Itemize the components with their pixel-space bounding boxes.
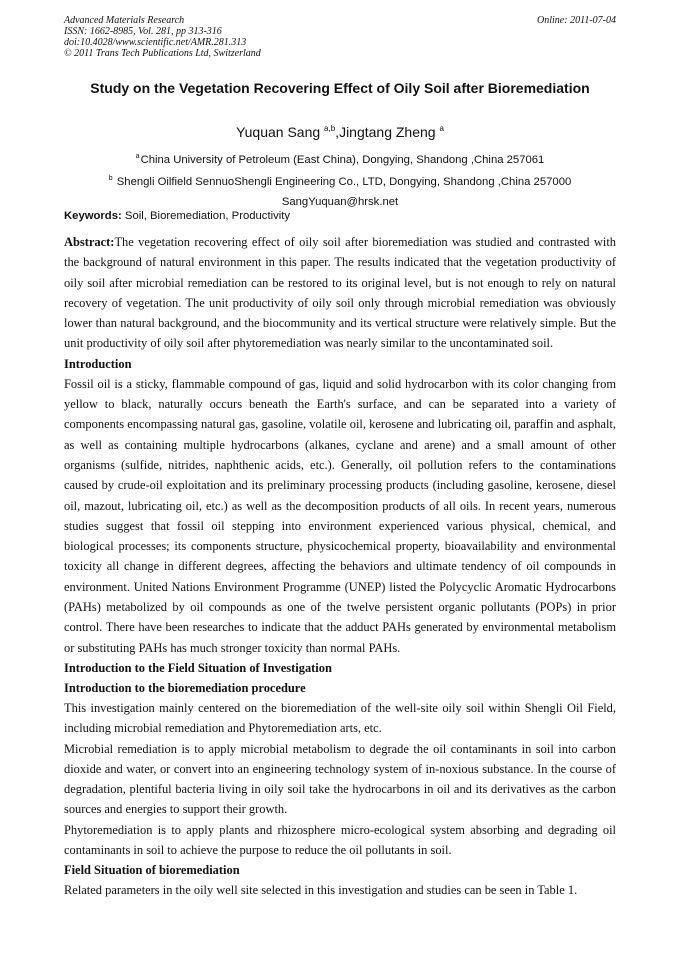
subsection-heading-field-situation-bioremediation: Field Situation of bioremediation bbox=[64, 863, 240, 878]
procedure-paragraph-3: Phytoremediation is to apply plants and rhizosphere micro-ecological system absorbing and degrading oil contaminants in soil to achieve the purpose to reduce the oil pollutants in soil. bbox=[64, 822, 616, 858]
keywords-label: Keywords: bbox=[64, 210, 122, 222]
introduction-paragraph: Fossil oil is a sticky, flammable compound of gas, liquid and solid hydrocarbon with its color changing from yellow to black, naturally occurs beneath the Earth's surface, and can be separated into a variety of components encompassing natural gas, gasoline, volatile oil, kerosene and lubricating oil, paraffin and asphalt, as well as containing multiple hydrocarbons (alkanes, cyclane and arene) and a small amount of other organisms (sulfide, nitrides, naphthenic acids, etc.). Generally, oil pollution refers to the contaminations caused by crude-oil exploitation and its preliminary processing products (including gasoline, kerosene, diesel oil, mazout, lubricating oil, etc.) as well as the decomposition products of all oils. In recent years, numerous studies suggest that fossil oil stepping into environment experienced various physical, chemical, and biological processes; its components structure, physicochemical property, bioavailability and environmental toxicity all change in different degrees, affecting the behaviors and ultimate tendency of oil compounds in environment. United Nations Environment Programme (UNEP) listed the Polycyclic Aromatic Hydrocarbons (PAHs) metabolized by oil compounds as one of the twelve persistent organic pollutants (POPs) in prior control. There have been researches to indicate that the adduct PAHs generated by environmental metabolism or substituting PAHs has much stronger toxicity than normal PAHs. bbox=[64, 376, 616, 655]
journal-header bbox=[64, 15, 616, 59]
online-date: Online: 2011-07-04 bbox=[537, 15, 616, 26]
paper-body bbox=[64, 232, 616, 901]
affiliation-b bbox=[64, 175, 616, 189]
keywords-text: Soil, Bioremediation, Productivity bbox=[124, 210, 291, 222]
journal-copyright: © 2011 Trans Tech Publications Ltd, Switzerland bbox=[64, 48, 261, 59]
author-affiliation-mark: a bbox=[439, 124, 444, 133]
author-line bbox=[64, 123, 616, 141]
section-heading-field-situation: Introduction to the Field Situation of Investigation bbox=[64, 660, 332, 675]
subsection-heading-procedure: Introduction to the bioremediation procedure bbox=[64, 680, 306, 695]
affiliation-mark: b bbox=[108, 175, 113, 182]
abstract-paragraph bbox=[64, 232, 616, 354]
affiliation-mark: a bbox=[135, 153, 140, 160]
journal-doi: doi:10.4028/www.scientific.net/AMR.281.313 bbox=[64, 37, 247, 48]
affiliation-text: Shengli Oilfield SennuoShengli Engineering Co., LTD, Dongying, Shandong ,China 257000 bbox=[116, 176, 572, 188]
abstract-label: Abstract: bbox=[64, 235, 115, 249]
affiliation-a bbox=[64, 153, 616, 167]
author-name: Yuquan Sang bbox=[236, 124, 321, 140]
affiliation-text: China University of Petroleum (East China), Dongying, Shandong ,China 257061 bbox=[140, 154, 545, 166]
situation-paragraph: Related parameters in the oily well site selected in this investigation and studies can be seen in Table 1. bbox=[64, 883, 578, 898]
author-affiliation-mark: a,b bbox=[324, 124, 336, 133]
procedure-paragraph-2: Microbial remediation is to apply microbial metabolism to degrade the oil contaminants in soil into carbon dioxide and water, or convert into an engineering technology system of in-noxious substance. In the course of degradation, plentiful bacteria living in oily soil take the hydrocarbons in oil and its derivatives as the carbon sources and energies to support their growth. bbox=[64, 741, 616, 817]
journal-issn: ISSN: 1662-8985, Vol. 281, pp 313-316 bbox=[64, 26, 222, 37]
paper-title: Study on the Vegetation Recovering Effect of Oily Soil after Bioremediation bbox=[90, 80, 590, 96]
abstract-text: The vegetation recovering effect of oily soil after bioremediation was studied and contrasted with the background of natural environment in this paper. The results indicated that the vegetation productivity of oily soil after microbial remediation can be restored to its original level, but is not enough to rely on natural recovery of vegetation. The unit productivity of oily soil only through microbial remediation was obviously lower than natural background, and the biocommunity and its vertical structure were relatively simple. But the unit productivity of oily soil after phytoremediation was nearly similar to the uncontaminated soil. bbox=[64, 235, 616, 351]
section-heading-introduction: Introduction bbox=[64, 356, 132, 371]
keywords bbox=[64, 209, 616, 223]
author-name: Jingtang Zheng bbox=[339, 124, 436, 140]
author-separator: , bbox=[335, 124, 340, 140]
procedure-paragraph-1: This investigation mainly centered on the bioremediation of the well-site oily soil within Shengli Oil Field, including microbial remediation and Phytoremediation arts, etc. bbox=[64, 700, 616, 736]
author-email: SangYuquan@hrsk.net bbox=[281, 196, 399, 208]
journal-name: Advanced Materials Research bbox=[64, 15, 185, 26]
